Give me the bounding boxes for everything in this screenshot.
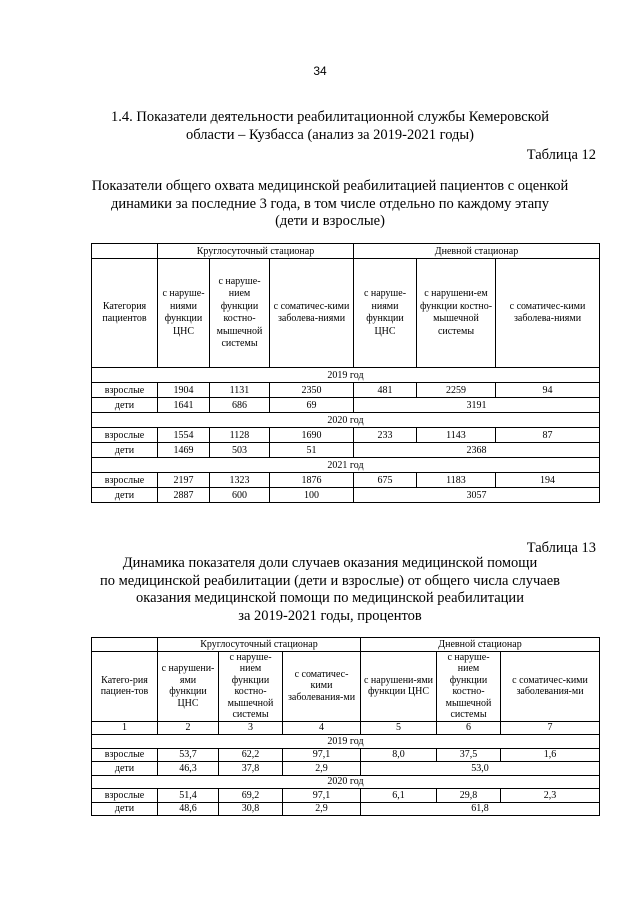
cell: 69 [270,398,354,413]
table12-year-row: 2019 год [92,368,600,383]
cell: 503 [210,443,270,458]
table12-col-day-somatic: с соматичес-кими заболева-ниями [496,259,600,368]
table-row [92,748,600,762]
table-row [92,398,600,413]
table12-col-cns: с наруше-ниями функции ЦНС [158,259,210,368]
table13-col-category: Катего-рия пациен-тов [92,651,158,721]
cell: 94 [496,383,600,398]
cell: 2197 [158,473,210,488]
cell: 97,1 [283,748,361,762]
cell: 1143 [417,428,496,443]
table12-col-msk: с наруше-нием функции костно-мышечной системы [210,259,270,368]
cell: 1554 [158,428,210,443]
row-label: дети [92,762,158,776]
cell: 69,2 [219,789,283,803]
row-label: взрослые [92,748,158,762]
table12 [91,243,600,503]
table-row [92,383,600,398]
cell: 2259 [417,383,496,398]
cell: 1690 [270,428,354,443]
table13-col-msk: с наруше-нием функции костно-мышечной системы [219,651,283,721]
cell: 48,6 [158,802,219,816]
cell: 1,6 [501,748,600,762]
table13-col-cns: с нарушени-ями функции ЦНС [158,651,219,721]
cell: 62,2 [219,748,283,762]
caption-line: Динамика показателя доли случаев оказания медицинской помощи [122,555,538,571]
column-number: 3 [219,721,283,735]
table13-col-day-cns: с нарушени-ями функции ЦНС [361,651,437,721]
table-row [92,762,600,776]
row-label: взрослые [92,428,158,443]
column-number: 1 [92,721,158,735]
row-label: дети [92,443,158,458]
cell: 100 [270,488,354,503]
cell: 1904 [158,383,210,398]
cell: 97,1 [283,789,361,803]
cell: 51 [270,443,354,458]
caption-line: за 2019-2021 годы, процентов [238,607,422,624]
section-heading [60,108,600,144]
table-row [92,443,600,458]
row-label: дети [92,488,158,503]
caption-line: по медицинской реабилитации (дети и взрослые) от общего числа случаев [99,572,561,589]
cell-day-total: 3191 [354,398,600,413]
table12-caption [60,178,600,231]
cell-day-total: 53,0 [361,762,600,776]
cell: 686 [210,398,270,413]
table12-col-category: Категория пациентов [92,259,158,368]
table-row [92,428,600,443]
table12-label: Таблица 12 [526,147,596,163]
table13-column-numbers [92,721,600,735]
column-number: 5 [361,721,437,735]
table-row [92,473,600,488]
cell: 1131 [210,383,270,398]
table13-year-row: 2019 год [92,735,600,749]
table12-col-day-cns: с наруше-ниями функции ЦНС [354,259,417,368]
table12-col-somatic: с соматичес-кими заболева-ниями [270,259,354,368]
caption-line: Показатели общего охвата медицинской реабилитацией пациентов с оценкой [91,178,569,194]
table13-group-day: Дневной стационар [361,638,600,652]
section-heading-line: 1.4. Показатели деятельности реабилитационной службы Кемеровской [111,109,549,125]
row-label: взрослые [92,789,158,803]
table13-group-round-clock: Круглосуточный стационар [158,638,361,652]
row-label: взрослые [92,473,158,488]
table13-caption [60,555,600,625]
column-number: 4 [283,721,361,735]
row-label: дети [92,398,158,413]
cell: 233 [354,428,417,443]
cell: 2,9 [283,762,361,776]
cell: 51,4 [158,789,219,803]
table-row [92,789,600,803]
table12-group-round-clock: Круглосуточный стационар [158,244,354,259]
table-row [92,488,600,503]
cell: 46,3 [158,762,219,776]
cell: 6,1 [361,789,437,803]
cell: 1323 [210,473,270,488]
table13-empty-corner [92,638,158,652]
table-row [92,802,600,816]
cell: 37,5 [437,748,501,762]
cell: 2350 [270,383,354,398]
column-number: 7 [501,721,600,735]
caption-line: оказания медицинской помощи по медицинской реабилитации [136,590,524,606]
table12-group-day: Дневной стационар [354,244,600,259]
caption-line: динамики за последние 3 года, в том числе отдельно по каждому этапу [110,195,550,212]
cell: 1183 [417,473,496,488]
section-heading-line: области – Кузбасса (анализ за 2019-2021 годы) [186,127,474,143]
cell-day-total: 61,8 [361,802,600,816]
table13-col-day-somatic: с соматичес-кими заболевания-ми [501,651,600,721]
cell: 194 [496,473,600,488]
table13-col-day-msk: с наруше-нием функции костно-мышечной системы [437,651,501,721]
table13-year-row: 2020 год [92,775,600,789]
cell: 8,0 [361,748,437,762]
cell: 53,7 [158,748,219,762]
table12-empty-corner [92,244,158,259]
cell: 29,8 [437,789,501,803]
column-number: 2 [158,721,219,735]
cell-day-total: 3057 [354,488,600,503]
cell: 1469 [158,443,210,458]
cell: 675 [354,473,417,488]
cell: 1128 [210,428,270,443]
cell: 600 [210,488,270,503]
page-number: 34 [313,64,327,78]
table13 [91,637,600,816]
cell: 30,8 [219,802,283,816]
caption-line: (дети и взрослые) [275,213,385,229]
cell: 2,3 [501,789,600,803]
table13-label: Таблица 13 [526,540,596,556]
cell: 2887 [158,488,210,503]
cell: 37,8 [219,762,283,776]
cell: 87 [496,428,600,443]
cell-day-total: 2368 [354,443,600,458]
column-number: 6 [437,721,501,735]
table12-year-row: 2021 год [92,458,600,473]
cell: 481 [354,383,417,398]
table12-year-row: 2020 год [92,413,600,428]
cell: 1876 [270,473,354,488]
cell: 2,9 [283,802,361,816]
row-label: взрослые [92,383,158,398]
cell: 1641 [158,398,210,413]
row-label: дети [92,802,158,816]
table12-col-day-msk: с нарушени-ем функции костно-мышечной системы [417,259,496,368]
table13-col-somatic: с соматичес-кими заболевания-ми [283,651,361,721]
